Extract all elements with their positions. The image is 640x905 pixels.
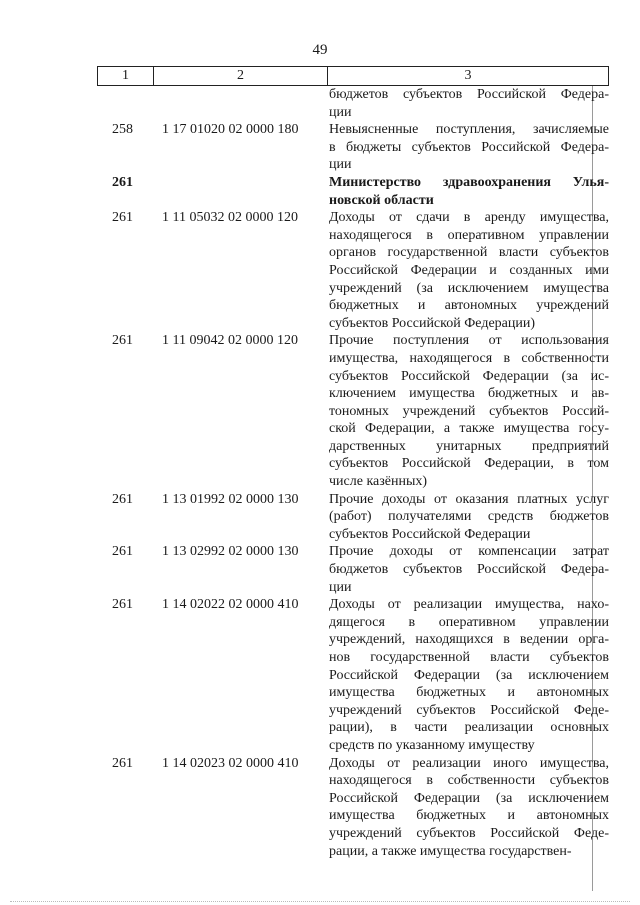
description-line: субъектов Российской Федерации): [329, 315, 536, 331]
row-description: [329, 543, 609, 596]
description-line: ции: [329, 579, 352, 595]
description-line: Министерство здравоохранения Улья-: [329, 174, 609, 190]
page-number: 49: [312, 42, 328, 58]
table-row: [0, 596, 640, 754]
description-line: тономных учреждений субъектов Россий-: [329, 403, 609, 419]
table-row: [0, 121, 640, 174]
row-admin-code: 261: [112, 491, 133, 507]
description-line: ключением имущества бюджетных и ав-: [329, 386, 609, 402]
column-header-1: 1: [98, 67, 154, 85]
row-admin-code: 261: [112, 333, 133, 349]
description-line: учреждений субъектов Российской Феде-: [329, 825, 609, 841]
row-description: [329, 596, 609, 754]
row-admin-code: 261: [112, 174, 133, 190]
row-description: [329, 209, 609, 332]
description-line: числе казённых): [329, 474, 428, 490]
description-line: Доходы от реализации имущества, нахо-: [329, 597, 609, 613]
description-line: ции: [329, 104, 352, 120]
description-line: в бюджеты субъектов Российской Федера-: [329, 139, 609, 155]
table-row: [0, 491, 640, 544]
row-admin-code: 261: [112, 210, 133, 226]
table-body: [0, 86, 640, 860]
description-line: Российской Федерации (за исключением: [329, 667, 609, 683]
description-line: органов государственной власти субъектов: [329, 245, 609, 261]
row-admin-code: 261: [112, 755, 133, 771]
description-line: бюджетов субъектов Российской Федера-: [329, 87, 609, 102]
row-description: [329, 86, 609, 121]
description-line: средств по указанному имуществу: [329, 737, 535, 753]
column-header-3: 3: [464, 68, 472, 83]
description-line: Доходы от реализации иного имущества,: [329, 755, 609, 771]
row-budget-code: 1 14 02022 02 0000 410: [162, 597, 299, 613]
description-line: находящегося в собственности субъектов: [329, 773, 609, 789]
description-line: учреждений субъектов Российской Феде-: [329, 702, 609, 718]
description-line: Российской Федерации (за исключением: [329, 790, 609, 806]
row-budget-code: 1 11 09042 02 0000 120: [162, 333, 298, 349]
description-line: новской области: [329, 192, 434, 208]
description-line: Невыясненные поступления, зачисляемые: [329, 122, 609, 138]
row-description: [329, 491, 609, 544]
description-line: ской Федерации, а также имущества госу-: [329, 421, 609, 437]
description-line: учреждений (за исключением имущества: [329, 280, 609, 296]
page-bottom-edge: [10, 901, 630, 903]
row-budget-code: 1 17 01020 02 0000 180: [162, 122, 299, 138]
description-line: бюджетных и автономных учреждений: [329, 298, 609, 314]
table-row: [0, 543, 640, 596]
description-line: находящегося в оперативном управлении: [329, 227, 609, 243]
description-line: бюджетов субъектов Российской Федера-: [329, 562, 609, 578]
row-budget-code: 1 14 02023 02 0000 410: [162, 755, 299, 771]
description-line: рации, а также имущества государствен-: [329, 843, 572, 859]
description-line: Доходы от сдачи в аренду имущества,: [329, 210, 609, 226]
row-admin-code: 258: [112, 122, 133, 138]
table-row: [0, 332, 640, 490]
description-line: дящегося в оперативном управлении: [329, 614, 609, 630]
description-line: Прочие доходы от оказания платных услуг: [329, 491, 609, 507]
row-description: [329, 332, 609, 490]
description-line: субъектов Российской Федерации, в том: [329, 456, 609, 472]
row-budget-code: 1 11 05032 02 0000 120: [162, 210, 298, 226]
row-admin-code: 261: [112, 544, 133, 560]
description-line: (работ) получателями средств бюджетов: [329, 509, 609, 525]
description-line: ции: [329, 157, 352, 173]
description-line: Прочие поступления от использования: [329, 333, 609, 349]
description-line: имущества бюджетных и автономных: [329, 685, 609, 701]
table-row: [0, 174, 640, 209]
column-header-2: 2: [154, 67, 328, 85]
row-description: [329, 755, 609, 861]
row-budget-code: 1 13 02992 02 0000 130: [162, 544, 299, 560]
row-admin-code: 261: [112, 597, 133, 613]
row-description: [329, 174, 609, 209]
description-line: Российской Федерации и созданных ими: [329, 262, 609, 278]
table-row: [0, 86, 640, 121]
description-line: субъектов Российской Федерации: [329, 526, 531, 542]
row-budget-code: 1 13 01992 02 0000 130: [162, 491, 299, 507]
description-line: дарственных унитарных предприятий: [329, 438, 609, 454]
description-line: рации), в части реализации основных: [329, 720, 609, 736]
description-line: имущества бюджетных и автономных: [329, 808, 609, 824]
description-line: Прочие доходы от компенсации затрат: [329, 544, 609, 560]
table-row: [0, 755, 640, 861]
row-description: [329, 121, 609, 174]
table-header: [97, 66, 609, 86]
description-line: нов государственной власти субъектов: [329, 650, 609, 665]
description-line: субъектов Российской Федерации (за ис-: [329, 368, 609, 384]
description-line: имущества, находящегося в собственности: [329, 350, 609, 366]
description-line: учреждений, находящихся в ведении орга-: [329, 632, 609, 648]
table-row: [0, 209, 640, 332]
